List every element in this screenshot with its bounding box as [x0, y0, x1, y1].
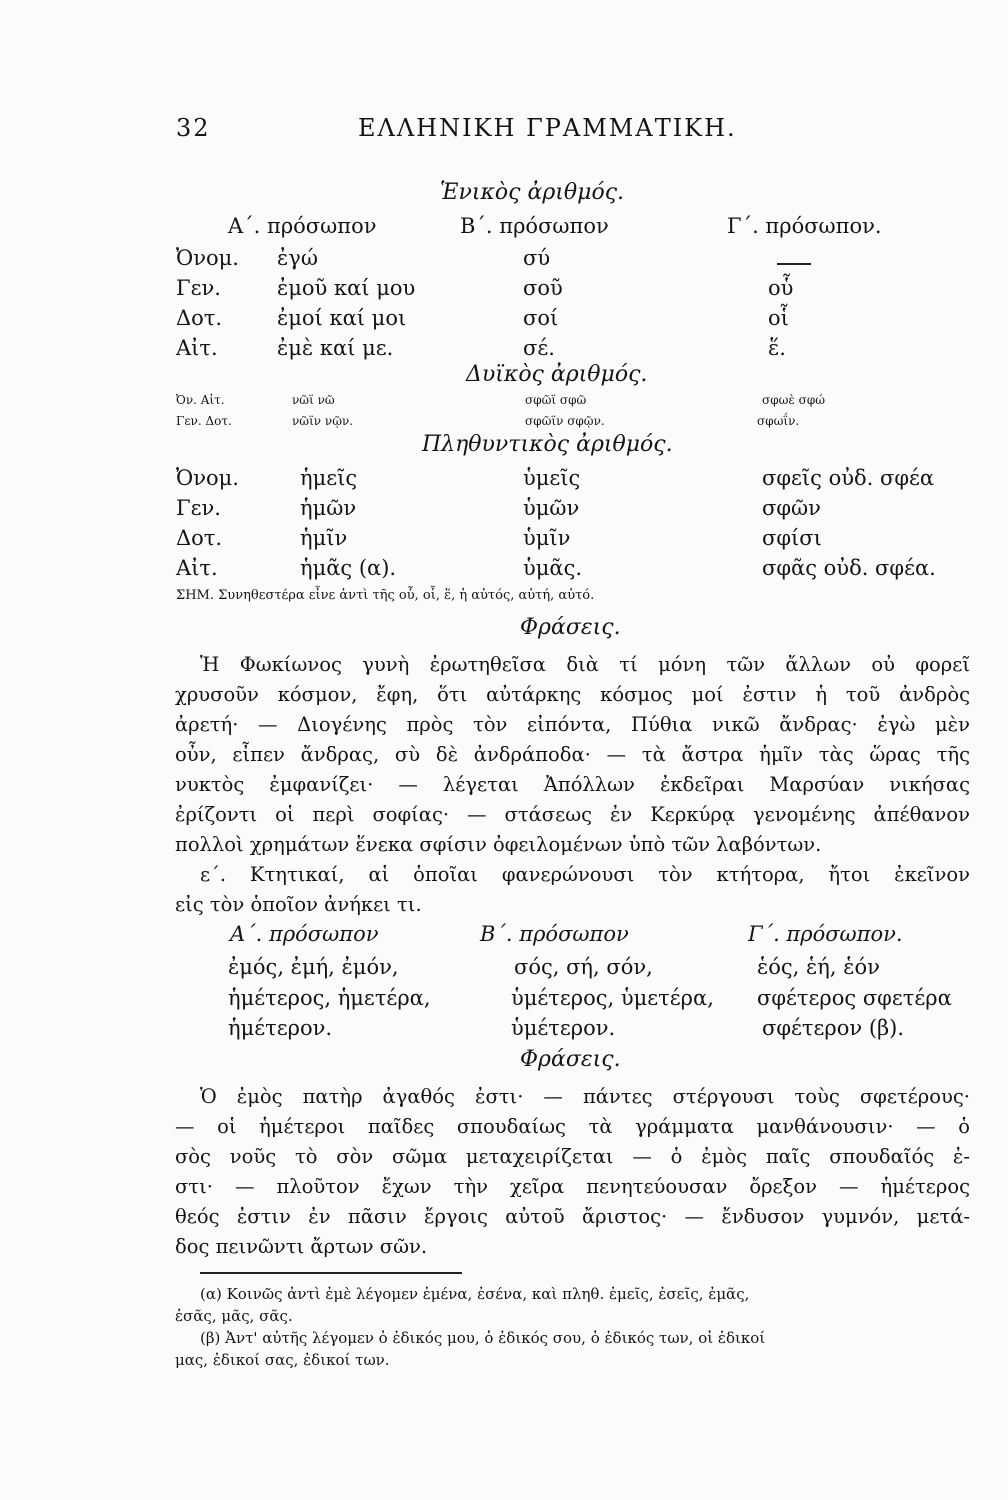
first-person-form: ἡμέτερον.: [228, 1016, 333, 1040]
first-person-form: νῶϊν νῷν.: [292, 414, 354, 428]
running-title: ΕΛΛΗΝΙΚΗ ΓΡΑΜΜΑΤΙΚΗ.: [358, 114, 737, 142]
case-label: Γεν.: [176, 276, 221, 300]
text-line: οὖν, εἶπεν ἄνδρας, σὺ δὲ ἀνδράποδα· — τὰ ἄστρα ἡμῖν τὰς ὥρας τῆς: [175, 743, 970, 766]
case-label: Γεν. Δοτ.: [176, 414, 232, 428]
text-line: ἐρίζοντι οἱ περὶ σοφίας· — στάσεως ἐν Κερκύρᾳ γενομένης ἀπέθανον: [175, 803, 970, 826]
second-person-header: Β΄. πρόσωπον: [460, 214, 609, 238]
footnotes: [175, 1283, 975, 1371]
first-person-form: ἐμός, ἐμή, ἐμόν,: [228, 955, 399, 979]
second-person-form: ὑμῖν: [523, 526, 571, 550]
case-label: Δοτ.: [176, 526, 223, 550]
case-label: Ὀνομ.: [176, 466, 239, 490]
table-row: [0, 496, 1008, 528]
table-row: [0, 393, 1008, 415]
first-person-form: ἡμῶν: [300, 496, 357, 520]
second-person-form: ὑμᾶς.: [523, 556, 583, 580]
third-person-form: σφῶν: [762, 496, 821, 520]
text-line: πολλοὶ χρημάτων ἕνεκα σφίσιν ὀφειλομένων ὑπὸ τῶν λαβόντων.: [175, 833, 822, 856]
second-person-form: ὑμῶν: [523, 496, 580, 520]
text-line: Ἡ Φωκίωνος γυνὴ ἐρωτηθεῖσα διὰ τί μόνη τῶν ἄλλων οὐ φορεῖ: [200, 653, 970, 676]
table-row: [0, 306, 1008, 338]
third-person-form: ἕ.: [768, 336, 786, 360]
first-person-header: Α΄. πρόσωπον: [230, 922, 379, 946]
first-person-form: ἐμοῦ καί μου: [277, 276, 416, 300]
empty-form-dash: [777, 263, 811, 265]
third-person-form: σφίσι: [762, 526, 822, 550]
second-person-form: σύ: [523, 246, 551, 270]
second-person-form: σοῦ: [523, 276, 563, 300]
third-person-form: ἑός, ἑή, ἑόν: [757, 955, 880, 979]
table-row: [0, 466, 1008, 498]
text-line: ε΄. Κτητικαί, αἱ ὁποῖαι φανερώνουσι τὸν κτήτορα, ἤτοι ἐκεῖνον: [200, 863, 970, 886]
text-line: — οἱ ἡμέτεροι παῖδες σπουδαίως τὰ γράμματα μανθάνουσιν· — ὁ: [175, 1115, 970, 1138]
first-person-form: ἐμοί καί μοι: [277, 306, 407, 330]
first-person-form: ἡμᾶς (α).: [300, 556, 397, 580]
third-person-form: οἷ: [768, 306, 789, 330]
phrases-paragraph: [175, 1082, 970, 1262]
third-person-form: σφᾶς οὐδ. σφέα.: [762, 556, 936, 580]
first-person-header: Α΄. πρόσωπον: [228, 214, 377, 238]
third-person-header: Γ΄. πρόσωπον.: [748, 922, 903, 946]
table-row: [0, 986, 1008, 1018]
footnote-line: (β) Ἀντ' αὐτῆς λέγομεν ὁ ἐδικός μου, ὁ ἐδικός σου, ὁ ἐδικός των, οἱ ἐδικοί: [200, 1329, 766, 1347]
table-row: [0, 276, 1008, 308]
footnote-line: μας, ἐδικοί σας, ἐδικοί των.: [175, 1351, 390, 1369]
note: ΣΗΜ. Συνηθεστέρα εἶνε ἀντὶ τῆς οὗ, οἷ, ἕ, ἡ αὐτός, αὐτή, αὐτό.: [176, 588, 595, 603]
first-person-form: ἡμεῖς: [300, 466, 358, 490]
phrases-heading: Φράσεις.: [520, 615, 621, 640]
plural-heading: Πληθυντικὸς ἀριθμός.: [422, 432, 673, 457]
phrases-heading: Φράσεις.: [520, 1047, 621, 1072]
text-line: σὸς νοῦς τὸ σὸν σῶμα μεταχειρίζεται — ὁ ἐμὸς παῖς σπουδαῖός ἐ-: [175, 1145, 970, 1168]
table-row: [0, 1016, 1008, 1048]
case-label: Ὀνομ.: [176, 246, 239, 270]
table-row: [0, 556, 1008, 588]
second-person-form: ὑμεῖς: [523, 466, 581, 490]
first-person-form: ἐμὲ καί με.: [277, 336, 394, 360]
third-person-form: οὗ: [768, 276, 794, 300]
text-line: νυκτὸς ἐμφανίζει· — λέγεται Ἀπόλλων ἐκδεῖραι Μαρσύαν νικήσας: [175, 773, 970, 796]
page-number: 32: [176, 114, 211, 142]
first-person-form: ἡμῖν: [300, 526, 348, 550]
second-person-form: σός, σή, σόν,: [514, 955, 653, 979]
text-line: θεός ἐστιν ἐν πᾶσιν ἔργοις αὐτοῦ ἄριστος· — ἔνδυσον γυμνόν, μετά-: [175, 1205, 970, 1228]
possessive-header-row: [0, 922, 1008, 954]
text-line: εἰς τὸν ὁποῖον ἀνήκει τι.: [175, 893, 422, 916]
third-person-form: σφωὲ σφώ: [762, 393, 826, 407]
first-person-form: ἡμέτερος, ἡμετέρα,: [228, 986, 431, 1010]
singular-heading: Ἑνικὸς ἀριθμός.: [440, 180, 625, 205]
second-person-form: σφῶϊ σφῶ: [525, 393, 587, 407]
dual-heading: Δυϊκὸς ἀριθμός.: [466, 362, 648, 387]
second-person-form: σέ.: [523, 336, 555, 360]
case-label: Γεν.: [176, 496, 221, 520]
first-person-form: νῶϊ νῶ: [292, 393, 335, 407]
third-person-form: σφωΐν.: [757, 414, 800, 428]
text-line: χρυσοῦν κόσμον, ἔφη, ὅτι αὐτάρκης κόσμος μοί ἐστιν ἡ τοῦ ἀνδρὸς: [175, 683, 970, 706]
second-person-header: Β΄. πρόσωπον: [480, 922, 629, 946]
table-row: [0, 526, 1008, 558]
case-label: Ὀν. Αἰτ.: [176, 393, 225, 407]
table-row: [0, 955, 1008, 987]
second-person-form: σφῶϊν σφῷν.: [525, 414, 605, 428]
second-person-form: σοί: [523, 306, 559, 330]
person-header-row: [0, 214, 1008, 246]
second-person-form: ὑμέτερον.: [511, 1016, 616, 1040]
phrases-paragraph: [175, 650, 970, 860]
text-line: δος πεινῶντι ἄρτων σῶν.: [175, 1235, 428, 1258]
footnote-rule: [200, 1272, 462, 1274]
possessive-intro: [175, 860, 970, 920]
second-person-form: ὑμέτερος, ὑμετέρα,: [511, 986, 714, 1010]
case-label: Αἰτ.: [176, 336, 218, 360]
footnote-line: (α) Κοινῶς ἀντὶ ἐμὲ λέγομεν ἐμένα, ἐσένα, καὶ πληθ. ἐμεῖς, ἐσεῖς, ἐμᾶς,: [200, 1285, 750, 1303]
text-line: Ὁ ἐμὸς πατὴρ ἀγαθός ἐστι· — πάντες στέργουσι τοὺς σφετέρους·: [200, 1085, 970, 1108]
case-label: Δοτ.: [176, 306, 223, 330]
third-person-form: σφεῖς οὐδ. σφέα: [762, 466, 935, 490]
table-row: [0, 246, 1008, 278]
footnote-line: ἐσᾶς, μᾶς, σᾶς.: [175, 1307, 293, 1325]
third-person-header: Γ΄. πρόσωπον.: [727, 214, 882, 238]
case-label: Αἰτ.: [176, 556, 218, 580]
third-person-form: σφέτερον (β).: [762, 1016, 905, 1040]
text-line: στι· — πλοῦτον ἔχων τὴν χεῖρα πενητεύουσαν ὄρεξον — ἡμέτερος: [175, 1175, 970, 1198]
first-person-form: ἐγώ: [277, 246, 318, 270]
text-line: ἀρετή· — Διογένης πρὸς τὸν εἰπόντα, Πύθια νικῶ ἄνδρας· ἐγὼ μὲν: [175, 713, 970, 736]
third-person-form: σφέτερος σφετέρα: [757, 986, 952, 1010]
